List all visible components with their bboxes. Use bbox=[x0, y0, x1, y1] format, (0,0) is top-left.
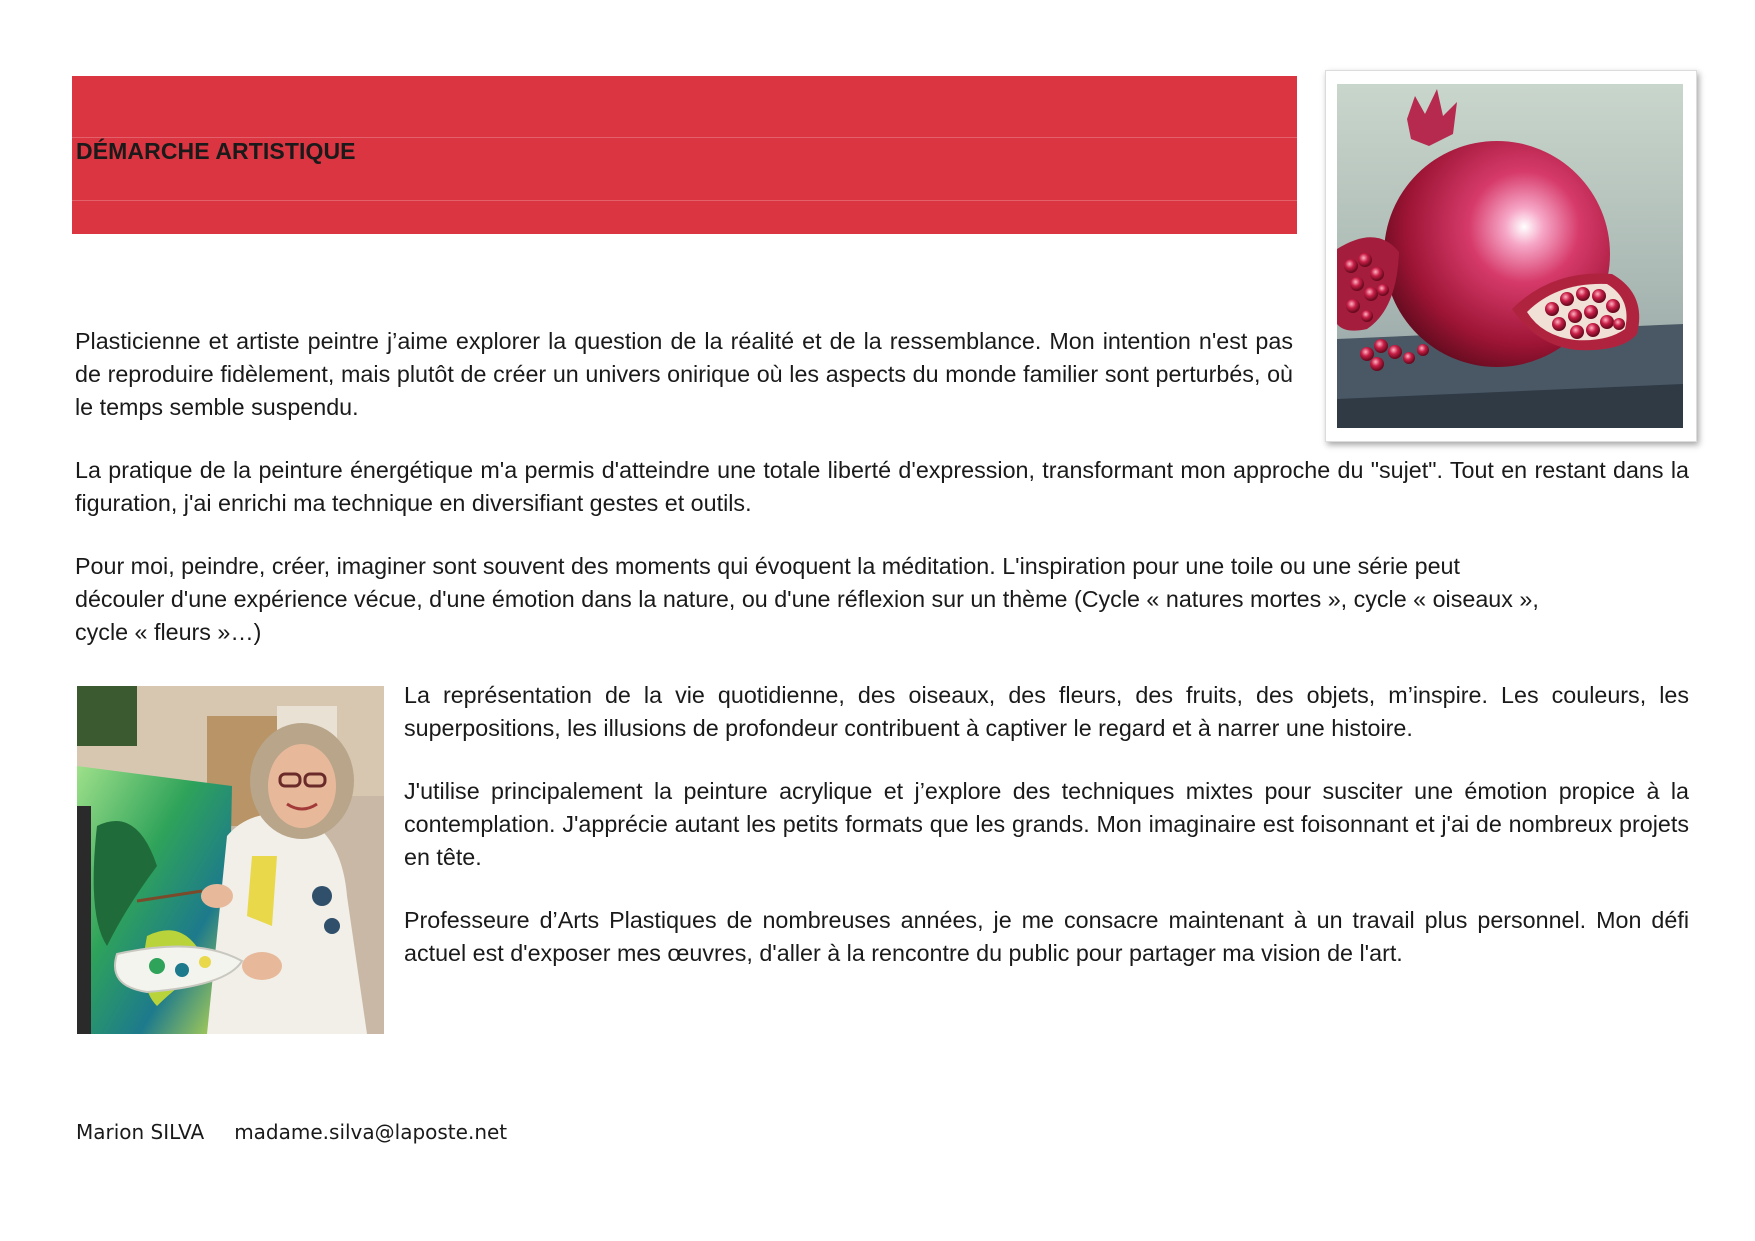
paragraph-practice: La pratique de la peinture énergétique m'a permis d'atteindre une totale liberté d'expression, transformant mon approche du "sujet". Tout en restant dans la figuration, j'ai enrichi ma technique en diversifiant gestes et outils. bbox=[75, 457, 1689, 516]
footer-contact bbox=[76, 1120, 507, 1144]
pomegranate-painting-image bbox=[1337, 84, 1683, 428]
page-title: DÉMARCHE ARTISTIQUE bbox=[76, 138, 356, 164]
header-banner bbox=[72, 76, 1297, 234]
paragraph-technique: J'utilise principalement la peinture acrylique et j’explore des techniques mixtes pour susciter une émotion propice à la contemplation. J'apprécie autant les petits formats que les grands. Mon imaginaire est foisonnant et j'ai de nombreux projets en tête. bbox=[404, 778, 1689, 870]
banner-rule bbox=[72, 200, 1297, 201]
author-email[interactable]: madame.silva@laposte.net bbox=[234, 1120, 508, 1144]
artist-photo-image bbox=[77, 686, 384, 1034]
pomegranate-painting bbox=[1325, 70, 1697, 442]
paragraph-career: Professeure d’Arts Plastiques de nombreuses années, je me consacre maintenant à un travail plus personnel. Mon défi actuel est d'exposer mes œuvres, d'aller à la rencontre du public pour partager ma vision de l'art. bbox=[404, 907, 1689, 966]
paragraph-subjects: La représentation de la vie quotidienne, des oiseaux, des fleurs, des fruits, des objets, m’inspire. Les couleurs, les superpositions, les illusions de profondeur contribuent à captiver le regard et à narrer une histoire. bbox=[404, 682, 1689, 741]
paragraph-inspiration: Pour moi, peindre, créer, imaginer sont souvent des moments qui évoquent la méditation. L'inspiration pour une toile ou une série peut découler d'une expérience vécue, d'une émotion dans la nature, ou d'une réflexion sur un thème (Cycle « natures mortes », cycle « oiseaux », cycle « fleurs »…) bbox=[75, 553, 1539, 645]
author-name: Marion SILVA bbox=[76, 1120, 205, 1144]
paragraph-intro: Plasticienne et artiste peintre j’aime explorer la question de la réalité et de la ressemblance. Mon intention n'est pas de reproduire fidèlement, mais plutôt de créer un univers onirique où les aspects du monde familier sont perturbés, où le temps semble suspendu. bbox=[75, 328, 1293, 420]
artist-photo bbox=[77, 686, 384, 1039]
